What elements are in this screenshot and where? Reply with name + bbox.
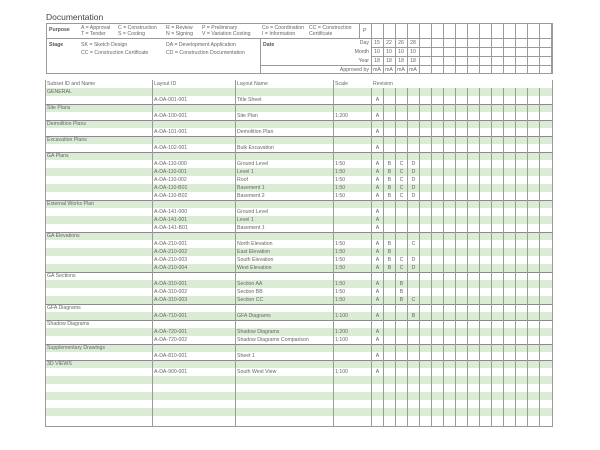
day-value: 28: [410, 40, 416, 46]
scale: 1:100: [335, 369, 348, 375]
layout-id: A-DA-110-B01: [154, 185, 188, 191]
divider: [260, 38, 261, 74]
group-name: Supplementary Drawings: [47, 345, 105, 351]
grid-line: [467, 23, 468, 74]
revision-column-divider: [443, 88, 444, 426]
layout-id: A-DA-720-001: [154, 329, 188, 335]
table-row: [46, 224, 552, 232]
purpose-code: A = Approval: [81, 25, 111, 31]
revision-mark: A: [375, 329, 380, 335]
day-value: 26: [398, 40, 404, 46]
month-value: 10: [410, 49, 416, 55]
layout-name: West Elevation: [237, 265, 272, 271]
revision-mark: A: [375, 297, 380, 303]
revision-column-divider: [371, 88, 372, 426]
scale: 1:50: [335, 297, 346, 303]
stage-code: CC = Construction Certificate: [81, 50, 149, 56]
layout-name: Roof: [237, 177, 248, 183]
group-row: [46, 232, 552, 240]
blank-row: [46, 376, 552, 384]
divider: [359, 23, 360, 38]
grid-line: [431, 23, 432, 74]
revision-mark: D: [411, 161, 416, 167]
revision-mark: C: [411, 241, 416, 247]
layout-id: A-DA-110-000: [154, 161, 187, 167]
layout-id: A-DA-001-001: [154, 97, 188, 103]
scale: 1:50: [335, 257, 346, 263]
layout-name: Basement 1: [237, 185, 265, 191]
layout-id: A-DA-710-001: [154, 313, 188, 319]
group-divider: [46, 136, 553, 137]
revision-mark: A: [375, 313, 380, 319]
group-row: [46, 344, 552, 352]
revision-mark: B: [399, 281, 404, 287]
purpose-code: V = Variation Costing: [202, 31, 251, 37]
group-row: [46, 272, 552, 280]
scale: 1:50: [335, 185, 346, 191]
layout-name: Ground Level: [237, 209, 269, 215]
layout-name: North Elevation: [237, 241, 273, 247]
group-name: GA Sections: [47, 273, 76, 279]
day-label: Day: [359, 40, 369, 46]
revision-mark: A: [375, 145, 380, 151]
revision-mark: D: [411, 257, 416, 263]
grid-line: [260, 65, 553, 66]
group-name: Shadow Diagrams: [47, 321, 90, 327]
revision-mark: B: [387, 177, 392, 183]
group-name: External Works Plan: [47, 201, 94, 207]
layout-name: Section CC: [237, 297, 264, 303]
scale: 1:100: [335, 337, 348, 343]
approved-by-value: mA: [373, 67, 381, 73]
stage-code: DA = Development Application: [166, 42, 236, 48]
revision-mark: B: [387, 257, 392, 263]
day-value: 15: [374, 40, 380, 46]
layout-id: A-DA-141-000: [154, 209, 188, 215]
layout-id: A-DA-310-001: [154, 281, 188, 287]
purpose-code: R = Review: [166, 25, 193, 31]
grid-line: [479, 23, 480, 74]
revision-mark: A: [375, 225, 380, 231]
layout-id: A-DA-210-001: [154, 241, 188, 247]
year-value: 18: [374, 58, 380, 64]
layout-name: Section AA: [237, 281, 263, 287]
group-divider: [46, 320, 553, 321]
revision-mark: B: [387, 241, 392, 247]
year-value: 18: [386, 58, 392, 64]
revision-mark: B: [399, 289, 404, 295]
layout-id: A-DA-900-001: [154, 369, 188, 375]
table-row: [46, 288, 552, 296]
scale: 1:50: [335, 161, 346, 167]
layout-id: A-DA-141-001: [154, 217, 188, 223]
layout-id: A-DA-720-002: [154, 337, 188, 343]
stage-code: SK = Sketch Design: [81, 42, 128, 48]
page-title: Documentation: [46, 12, 104, 22]
table-row: [46, 216, 552, 224]
purpose-code: S = Costing: [118, 31, 145, 37]
group-name: 3D VIEWS: [47, 361, 72, 367]
layout-name: Shadow Diagrams: [237, 329, 280, 335]
scale: 1:50: [335, 169, 346, 175]
purpose-code: Co = Coordination: [262, 25, 304, 31]
group-row: [46, 120, 552, 128]
month-value: 10: [398, 49, 404, 55]
revision-mark: A: [375, 257, 380, 263]
group-row: [46, 304, 552, 312]
revision-mark: A: [375, 265, 380, 271]
scale: 1:50: [335, 265, 346, 271]
group-divider: [46, 104, 553, 105]
purpose-code: P = Preliminary: [202, 25, 238, 31]
group-name: GA Plans: [47, 153, 69, 159]
revision-column-divider: [491, 88, 492, 426]
scale: 1:50: [335, 281, 346, 287]
layout-name: Basement 2: [237, 193, 265, 199]
stage-label: Stage: [49, 42, 64, 48]
revision-mark: A: [375, 161, 380, 167]
revision-column-divider: [503, 88, 504, 426]
purpose-value: P: [363, 28, 367, 34]
scale: 1:50: [335, 249, 346, 255]
layout-id: A-DA-310-002: [154, 289, 188, 295]
group-name: GENERAL: [47, 89, 72, 95]
layout-name: Section BB: [237, 289, 263, 295]
layout-id: A-DA-102-001: [154, 145, 188, 151]
group-divider: [46, 344, 553, 345]
layout-name: Basement 1: [237, 225, 265, 231]
column-header-scale: Scale: [335, 81, 348, 87]
table-row: [46, 160, 552, 168]
revision-column-divider: [467, 88, 468, 426]
revision-mark: C: [399, 265, 404, 271]
table-row: [46, 240, 552, 248]
revision-column-divider: [395, 88, 396, 426]
layout-id: A-DA-100-001: [154, 113, 188, 119]
header-divider: [46, 38, 553, 39]
column-header-revision: Revision: [373, 81, 393, 87]
layout-id: A-DA-210-002: [154, 249, 188, 255]
purpose-label: Purpose: [49, 27, 70, 33]
revision-mark: B: [387, 185, 392, 191]
revision-mark: D: [411, 177, 416, 183]
revision-mark: A: [375, 97, 380, 103]
blank-row: [46, 408, 552, 416]
table-row: [46, 168, 552, 176]
column-header-layout-id: Layout ID: [154, 81, 177, 87]
revision-mark: C: [411, 297, 416, 303]
revision-mark: B: [387, 193, 392, 199]
revision-mark: A: [375, 185, 380, 191]
revision-column-divider: [527, 88, 528, 426]
table-row: [46, 264, 552, 272]
revision-column-divider: [455, 88, 456, 426]
revision-mark: A: [375, 217, 380, 223]
group-row: [46, 104, 552, 112]
group-divider: [46, 360, 553, 361]
group-name: Demolition Plans: [47, 121, 86, 127]
layout-id: A-DA-210-004: [154, 265, 188, 271]
revision-mark: A: [375, 193, 380, 199]
revision-mark: A: [375, 353, 380, 359]
revision-mark: C: [399, 177, 404, 183]
layout-name: Ground Level: [237, 161, 269, 167]
column-divider: [333, 80, 334, 426]
table-row: [46, 312, 552, 320]
revision-mark: B: [387, 169, 392, 175]
layout-id: A-DA-110-002: [154, 177, 187, 183]
approved-by-value: mA: [397, 67, 405, 73]
group-name: Excavation Plans: [47, 137, 87, 143]
revision-mark: A: [375, 249, 380, 255]
layout-name: South West View: [237, 369, 277, 375]
revision-mark: B: [399, 297, 404, 303]
revision-mark: A: [375, 169, 380, 175]
group-row: [46, 320, 552, 328]
blank-row: [46, 384, 552, 392]
layout-name: East Elevation: [237, 249, 271, 255]
column-divider: [152, 80, 153, 426]
scale: 1:50: [335, 289, 346, 295]
stage-code: CD = Construction Documentation: [166, 50, 245, 56]
revision-mark: B: [387, 265, 392, 271]
group-name: Site Plans: [47, 105, 71, 111]
revision-mark: B: [387, 249, 392, 255]
layout-name: Demolition Plan: [237, 129, 274, 135]
revision-mark: B: [411, 313, 416, 319]
scale: 1:50: [335, 177, 346, 183]
layout-name: GFA Diagrams: [237, 313, 271, 319]
revision-mark: D: [411, 169, 416, 175]
grid-line: [371, 47, 551, 48]
table-row: [46, 208, 552, 216]
grid-line: [455, 23, 456, 74]
table-row: [46, 176, 552, 184]
table-row: [46, 248, 552, 256]
revision-mark: C: [399, 161, 404, 167]
table-row: [46, 96, 552, 104]
layout-id: A-DA-310-003: [154, 297, 188, 303]
revision-mark: A: [375, 241, 380, 247]
layout-name: Site Plan: [237, 113, 258, 119]
table-row: [46, 128, 552, 136]
group-divider: [46, 120, 553, 121]
group-divider: [46, 200, 553, 201]
layout-id: A-DA-141-B01: [154, 225, 188, 231]
blank-row: [46, 392, 552, 400]
table-row: [46, 328, 552, 336]
year-value: 18: [398, 58, 404, 64]
revision-mark: C: [399, 193, 404, 199]
layout-name: Shadow Diagrams Comparison: [237, 337, 309, 343]
layout-name: Level 1: [237, 217, 254, 223]
layout-id: A-DA-110-001: [154, 169, 187, 175]
grid-line: [371, 56, 551, 57]
table-row: [46, 368, 552, 376]
group-divider: [46, 232, 553, 233]
date-label: Date: [263, 42, 275, 48]
scale: 1:100: [335, 313, 348, 319]
revision-mark: B: [387, 161, 392, 167]
column-header-layout-name: Layout Name: [237, 81, 268, 87]
group-row: [46, 152, 552, 160]
purpose-code: I = Information: [262, 31, 296, 37]
month-value: 10: [374, 49, 380, 55]
purpose-code: CC = Construction: [309, 25, 352, 31]
group-row: [46, 360, 552, 368]
year-value: 18: [410, 58, 416, 64]
revision-mark: A: [375, 129, 380, 135]
grid-line: [491, 23, 492, 74]
revision-column-divider: [431, 88, 432, 426]
group-name: GA Elevations: [47, 233, 80, 239]
table-row: [46, 192, 552, 200]
table-row: [46, 144, 552, 152]
group-divider: [46, 304, 553, 305]
revision-column-divider: [539, 88, 540, 426]
column-divider: [235, 80, 236, 426]
revision-mark: C: [399, 185, 404, 191]
blank-row: [46, 400, 552, 408]
scale: 1:50: [335, 241, 346, 247]
layout-name: South Elevation: [237, 257, 274, 263]
scale: 1:50: [335, 193, 346, 199]
revision-mark: A: [375, 337, 380, 343]
group-row: [46, 136, 552, 144]
layout-id: A-DA-101-001: [154, 129, 188, 135]
revision-column-divider: [515, 88, 516, 426]
approved-by-value: mA: [409, 67, 417, 73]
layout-name: Level 1: [237, 169, 254, 175]
grid-line: [503, 23, 504, 74]
table-row: [46, 112, 552, 120]
revision-mark: D: [411, 265, 416, 271]
revision-column-divider: [419, 88, 420, 426]
grid-line: [419, 23, 420, 74]
group-name: GFA Diagrams: [47, 305, 81, 311]
month-value: 10: [386, 49, 392, 55]
table-row: [46, 280, 552, 288]
table-row: [46, 352, 552, 360]
revision-mark: A: [375, 113, 380, 119]
revision-column-divider: [383, 88, 384, 426]
revision-mark: A: [375, 281, 380, 287]
approved-by-value: mA: [385, 67, 393, 73]
grid-line: [443, 23, 444, 74]
group-row: [46, 200, 552, 208]
scale: 1:200: [335, 113, 348, 119]
revision-mark: D: [411, 193, 416, 199]
table-row: [46, 184, 552, 192]
purpose-code: T = Tender: [81, 31, 106, 37]
revision-mark: D: [411, 185, 416, 191]
month-label: Month: [354, 49, 369, 55]
column-header-subset: Subset ID and Name: [47, 81, 96, 87]
grid-line: [527, 23, 528, 74]
revision-column-divider: [479, 88, 480, 426]
table-header-row: [46, 80, 552, 88]
purpose-code: N = Signing: [166, 31, 193, 37]
purpose-code: C = Construction: [118, 25, 157, 31]
layout-name: Title Sheet: [237, 97, 262, 103]
scale: 1:200: [335, 329, 348, 335]
group-row: [46, 88, 552, 96]
layout-id: A-DA-210-003: [154, 257, 188, 263]
year-label: Year: [358, 58, 369, 64]
layout-name: Bulk Excavation: [237, 145, 274, 151]
approved-by-label: Approved by: [339, 67, 369, 73]
grid-line: [539, 23, 540, 74]
layout-id: A-DA-810-001: [154, 353, 188, 359]
grid-line: [551, 23, 552, 74]
group-divider: [46, 272, 553, 273]
layout-name: Sheet 1: [237, 353, 255, 359]
purpose-code: Certificate: [309, 31, 333, 37]
layout-id: A-DA-110-B02: [154, 193, 188, 199]
revision-mark: A: [375, 177, 380, 183]
grid-line: [515, 23, 516, 74]
revision-column-divider: [407, 88, 408, 426]
group-divider: [46, 152, 553, 153]
day-value: 22: [386, 40, 392, 46]
revision-mark: C: [399, 169, 404, 175]
table-row: [46, 296, 552, 304]
table-row: [46, 256, 552, 264]
revision-mark: A: [375, 369, 380, 375]
revision-mark: A: [375, 289, 380, 295]
revision-mark: C: [399, 257, 404, 263]
revision-mark: A: [375, 209, 380, 215]
